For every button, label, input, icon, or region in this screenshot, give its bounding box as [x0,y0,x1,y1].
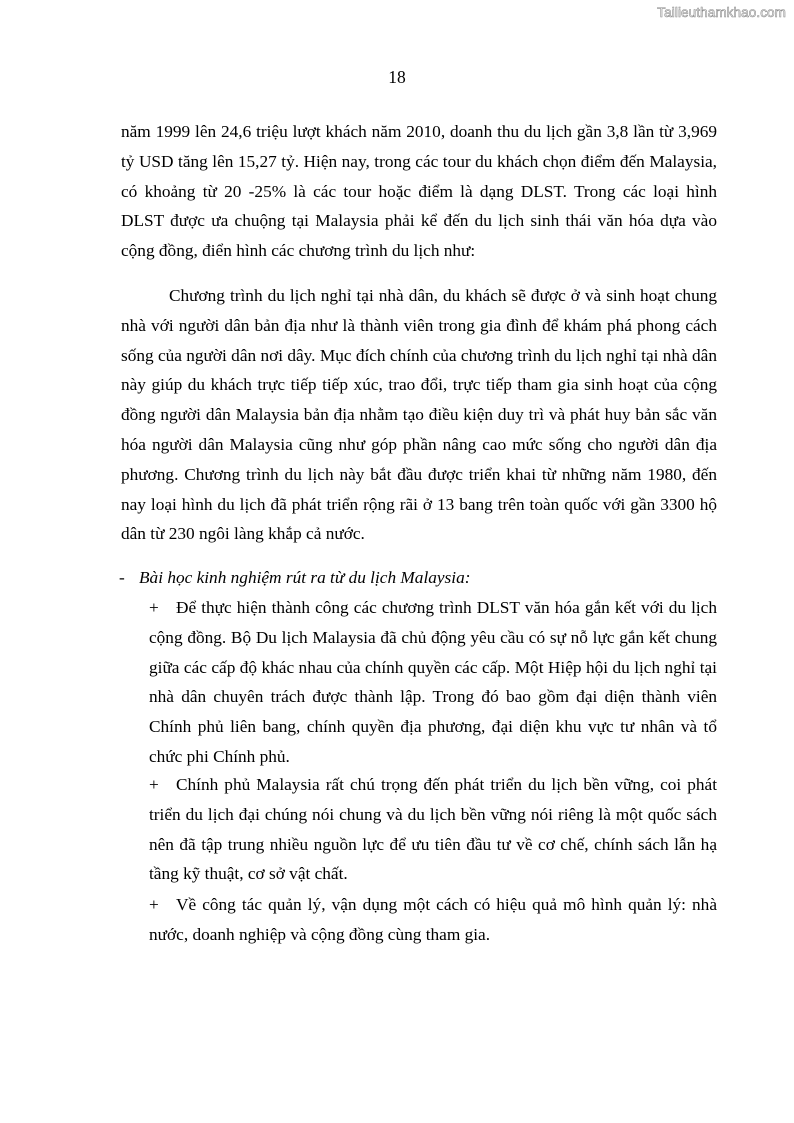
page-number: 18 [388,67,406,87]
lessons-heading-text: Bài học kinh nghiệm rút ra từ du lịch Malaysia: [139,568,471,587]
lesson-item [149,890,717,950]
plus-bullet: + [149,895,159,914]
lesson-item [149,593,717,772]
plus-bullet: + [149,775,159,794]
lesson-item [149,770,717,889]
watermark-text: Tailieuthamkhao.com [657,5,786,20]
paragraph-intro: năm 1999 lên 24,6 triệu lượt khách năm 2010, doanh thu du lịch gần 3,8 lần từ 3,969 tỷ USD tăng lên 15,27 tỷ. Hiện nay, trong các tour du khách chọn điểm đến Malaysia, có khoảng từ 20 -25% là các tour hoặc điểm là dạng DLST. Trong các loại hình DLST được ưa chuộng tại Malaysia phải kể đến du lịch sinh thái văn hóa dựa vào cộng đồng, điển hình các chương trình du lịch như: [121,122,717,261]
list-dash: - [119,568,125,587]
lesson-item-text: Về công tác quản lý, vận dụng một cách có hiệu quả mô hình quản lý: nhà nước, doanh nghiệp và cộng đồng cùng tham gia. [149,895,717,944]
paragraph-homestay-program: Chương trình du lịch nghỉ tại nhà dân, du khách sẽ được ở và sinh hoạt chung nhà với người dân bản địa như là thành viên trong gia đình để khám phá phong cách sống của người dân nơi dây. Mục đích chính của chương trình du lịch nghỉ tại nhà dân này giúp du khách trực tiếp tiếp xúc, trao đổi, trực tiếp tham gia sinh hoạt của cộng đồng người dân Malaysia bản địa nhằm tạo điều kiện duy trì và phát huy bản sắc văn hóa người dân Malaysia cũng như góp phần nâng cao mức sống cho người dân địa phương. Chương trình du lịch này bắt đầu được triển khai từ những năm 1980, đến nay loại hình du lịch đã phát triển rộng rãi ở 13 bang trên toàn quốc với gần 3300 hộ dân từ 230 ngôi làng khắp cả nước. [121,286,717,544]
lesson-item-text: Để thực hiện thành công các chương trình DLST văn hóa gắn kết với du lịch cộng đồng. Bộ Du lịch Malaysia đã chủ động yêu cầu có sự nỗ lực gắn kết chung giữa các cấp độ khác nhau của chính quyền các cấp. Một Hiệp hội du lịch nghỉ tại nhà dân chuyên trách được thành lập. Trong đó bao gồm đại diện thành viên Chính phủ liên bang, chính quyền địa phương, đại diện khu vực tư nhân và tổ chức phi Chính phủ. [149,598,717,766]
lessons-heading [119,563,470,593]
lesson-item-text: Chính phủ Malaysia rất chú trọng đến phát triển du lịch bền vững, coi phát triển du lịch đại chúng nói chung và du lịch bền vững nói riêng là một quốc sách nên đã tập trung nhiều nguồn lực để ưu tiên đầu tư về cơ chế, chính sách lẫn hạ tầng kỹ thuật, cơ sở vật chất. [149,775,717,884]
plus-bullet: + [149,598,159,617]
